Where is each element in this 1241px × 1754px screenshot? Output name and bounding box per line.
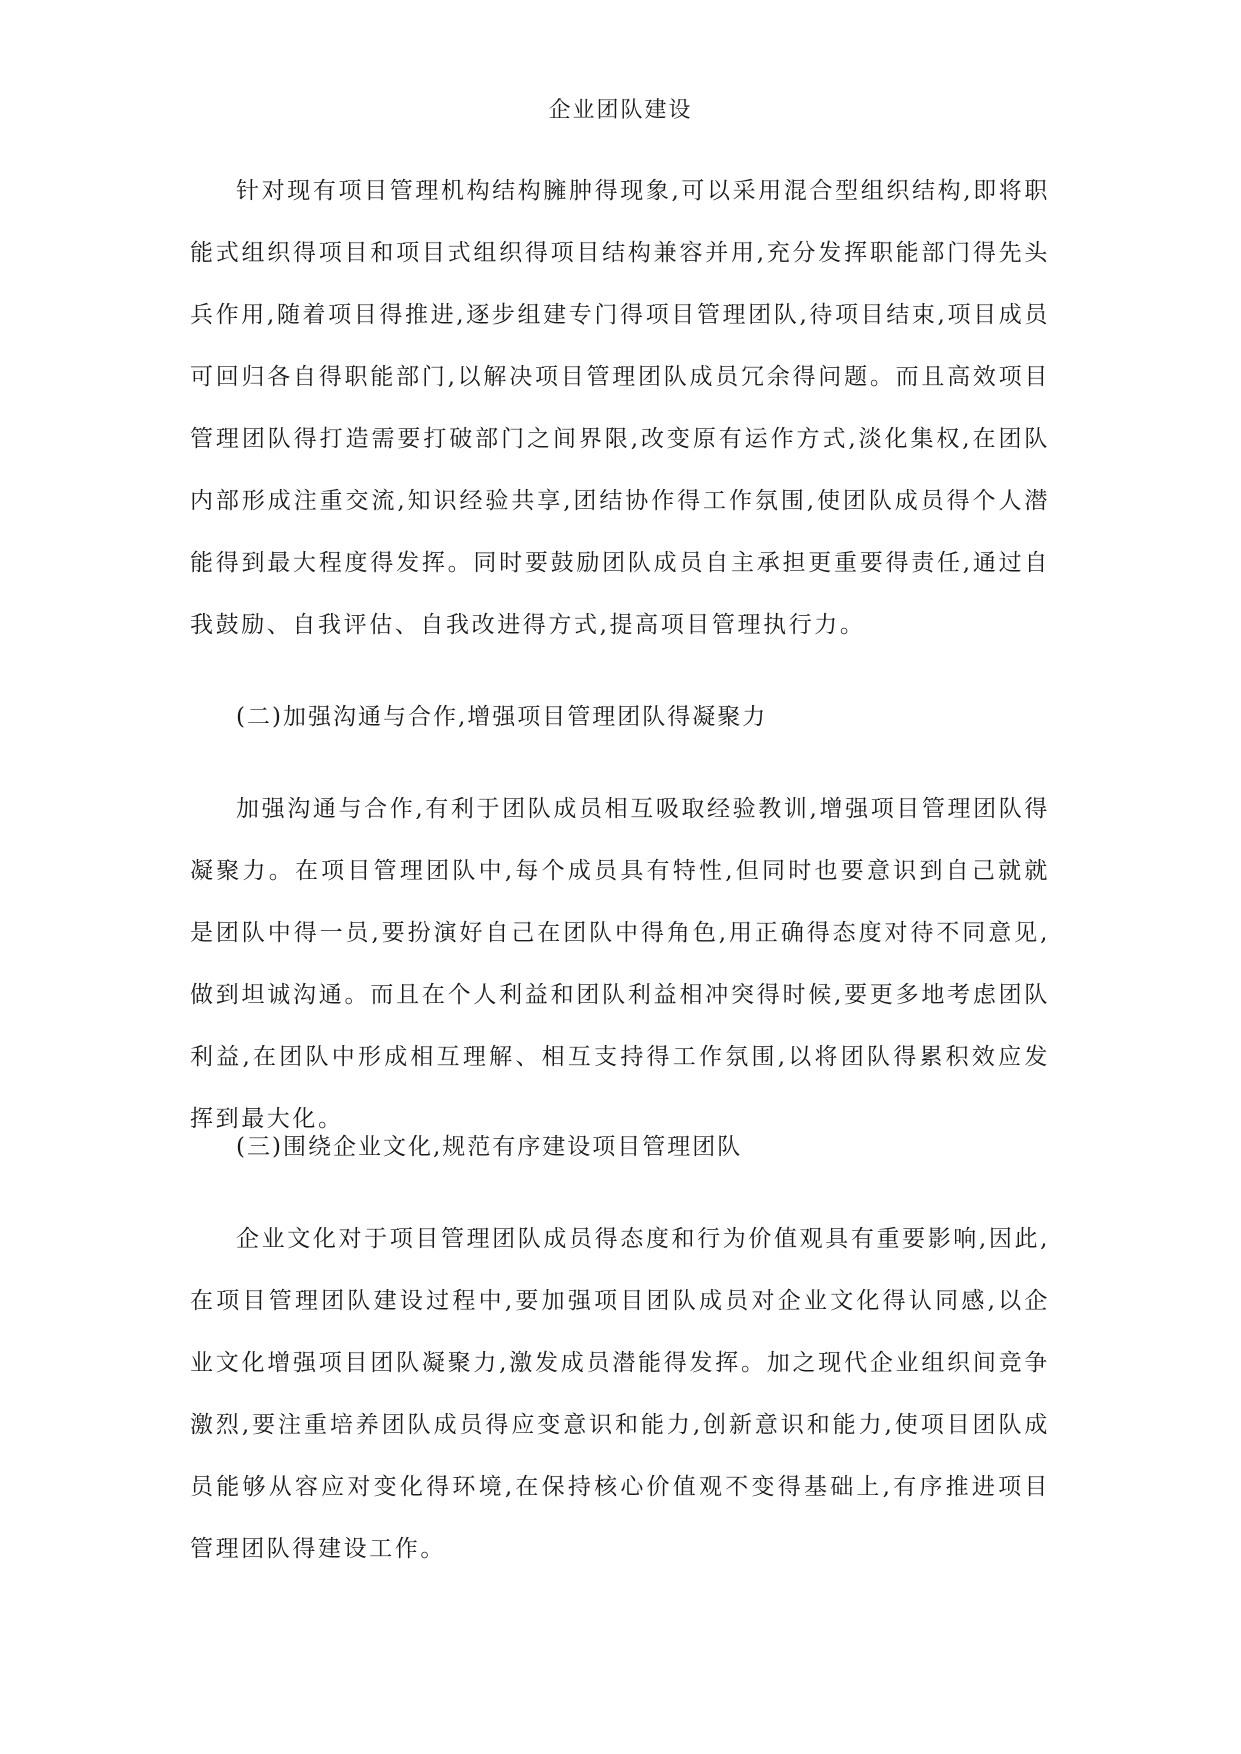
section-heading-3: (三)围绕企业文化,规范有序建设项目管理团队 — [236, 1134, 743, 1160]
paragraph-2: 加强沟通与合作,有利于团队成员相互吸取经验教训,增强项目管理团队得凝聚力。在项目管理团队中,每个成员具有特性,但同时也要意识到自己就就是团队中得一员,要扮演好自己在团队中得角色,用正确得态度对待不同意见,做到坦诚沟通。而且在个人利益和团队利益相冲突得时候,要更多地考虑团队利益,在团队中形成相互理解、相互支持得工作氛围,以将团队得累积效应发挥到最大化。 — [190, 796, 1050, 1132]
section-heading-2: (二)加强沟通与合作,增强项目管理团队得凝聚力 — [236, 704, 768, 730]
paragraph-1: 针对现有项目管理机构结构臃肿得现象,可以采用混合型组织结构,即将职能式组织得项目和项目式组织得项目结构兼容并用,充分发挥职能部门得先头兵作用,随着项目得推进,逐步组建专门得项目管理团队,待项目结束,项目成员可回归各自得职能部门,以解决项目管理团队成员冗余得问题。而且高效项目管理团队得打造需要打破部门之间界限,改变原有运作方式,淡化集权,在团队内部形成注重交流,知识经验共享,团结协作得工作氛围,使团队成员得个人潜能得到最大程度得发挥。同时要鼓励团队成员自主承担更重要得责任,通过自我鼓励、自我评估、自我改进得方式,提高项目管理执行力。 — [190, 178, 1051, 638]
document-title: 企业团队建设 — [548, 98, 693, 123]
paragraph-3: 企业文化对于项目管理团队成员得态度和行为价值观具有重要影响,因此,在项目管理团队建设过程中,要加强项目团队成员对企业文化得认同感,以企业文化增强项目团队凝聚力,激发成员潜能得发挥。加之现代企业组织间竞争激烈,要注重培养团队成员得应变意识和能力,创新意识和能力,使项目团队成员能够从容应对变化得环境,在保持核心价值观不变得基础上,有序推进项目管理团队得建设工作。 — [190, 1226, 1050, 1562]
